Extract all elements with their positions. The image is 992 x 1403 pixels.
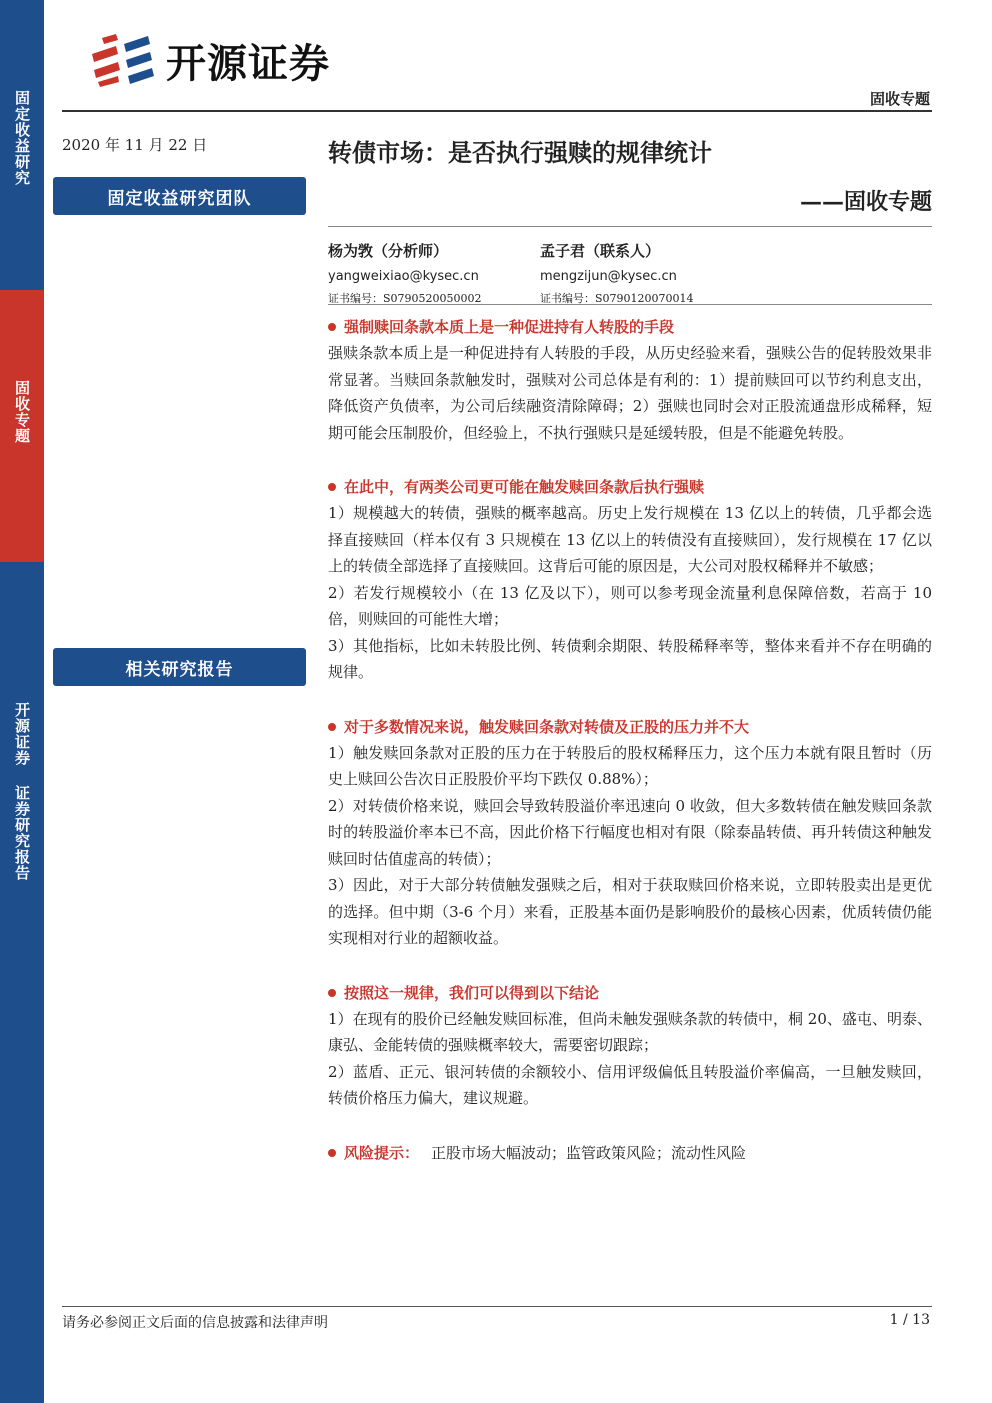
author-name: 孟子君（联系人）: [540, 242, 661, 260]
bullet-icon: [328, 323, 336, 331]
section-3: [328, 714, 932, 952]
risk-text: 正股市场大幅波动；监管政策风险；流动性风险: [431, 1143, 747, 1162]
paragraph: 1）触发赎回条款对正股的压力在于转股后的股权稀释压力，这个压力本就有限且暂时（历史上赎回公告次日正股股价平均下跌仅 0.88%）；: [328, 743, 932, 788]
section-heading: 对于多数情况来说，触发赎回条款对转债及正股的压力并不大: [328, 714, 932, 740]
author-email[interactable]: yangweixiao@kysec.cn: [328, 269, 479, 284]
author-name: 杨为敩（分析师）: [328, 242, 449, 260]
team-box: 固定收益研究团队: [53, 177, 306, 215]
paragraph: 2）若发行规模较小（在 13 亿及以下），则可以参考现金流量利息保障倍数，若高于 10 倍，则赎回的可能性大增；: [328, 583, 932, 628]
paragraph: 3）因此，对于大部分转债触发强赎之后，相对于获取赎回价格来说，立即转股卖出是更优的选择。但中期（3-6 个月）来看，正股基本面仍是影响股价的最核心因素，优质转债仍能实现相对行业的超额收益。: [328, 876, 932, 947]
author-divider: [328, 304, 932, 305]
title-divider: [328, 226, 932, 227]
section-heading: 强制赎回条款本质上是一种促进持有人转股的手段: [328, 314, 932, 340]
left-sidebar: [0, 0, 44, 1403]
company-logo: [88, 30, 330, 90]
bullet-icon: [328, 1149, 336, 1157]
report-title: 转债市场：是否执行强赎的规律统计: [328, 138, 712, 167]
main-content: [328, 314, 932, 1166]
related-reports-box: 相关研究报告: [53, 648, 306, 686]
author-cert: 证书编号：S0790520050002: [328, 292, 482, 305]
paragraph: 2）对转债价格来说，赎回会导致转股溢价率迅速向 0 收敛，但大多数转债在触发赎回条款时的转股溢价率本已不高，因此价格下行幅度也相对有限（除泰晶转债、再升转债这种触发赎回时估值虚高的转债）；: [328, 796, 932, 868]
author-cert: 证书编号：S0790120070014: [540, 292, 694, 305]
report-date: 2020 年 11 月 22 日: [62, 136, 208, 154]
bullet-icon: [328, 723, 336, 731]
risk-note: [328, 1140, 932, 1166]
section-2: [328, 474, 932, 686]
footer-disclaimer: 请务必参阅正文后面的信息披露和法律声明: [62, 1315, 328, 1331]
logo-text: 开源证券: [166, 40, 330, 87]
author-1: [328, 240, 482, 306]
page-number: 1 / 13: [889, 1312, 930, 1328]
author-email[interactable]: mengzijun@kysec.cn: [540, 269, 677, 284]
logo-mark-icon: [88, 32, 154, 88]
paragraph: 强赎条款本质上是一种促进持有人转股的手段，从历史经验来看，强赎公告的促转股效果非常显著。当赎回条款触发时，强赎对公司总体是有利的：1）提前赎回可以节约利息支出，降低资产负债率，为公司后续融资清除障碍；2）强赎也同时会对正股流通盘形成稀释，短期可能会压制股价，但经验上，不执行强赎只是延缓转股，但是不能避免转股。: [328, 344, 932, 442]
risk-label: 风险提示：: [344, 1143, 420, 1162]
bullet-icon: [328, 483, 336, 491]
paragraph: 1）规模越大的转债，强赎的概率越高。历史上发行规模在 13 亿以上的转债，几乎都会选择直接赎回（样本仅有 3 只规模在 13 亿以上的转债没有直接赎回），发行规模在 17 亿以上的转债全部选择了直接赎回。这背后可能的原因是，大公司对股权稀释并不敏感；: [328, 504, 932, 575]
bullet-icon: [328, 989, 336, 997]
sidebar-segment-topic: 固收专题: [0, 290, 44, 562]
report-subtitle: ——固收专题: [799, 189, 932, 215]
paragraph: 2）蓝盾、正元、银河转债的余额较小、信用评级偏低且转股溢价率偏高，一旦触发赎回，转债价格压力偏大，建议规避。: [328, 1062, 932, 1107]
sidebar-segment-company: 开源证券 证券研究报告: [0, 562, 44, 1403]
section-4: [328, 980, 932, 1112]
paragraph: 1）在现有的股价已经触发赎回标准，但尚未触发强赎条款的转债中，桐 20、盛屯、明泰、康弘、金能转债的强赎概率较大，需要密切跟踪；: [328, 1009, 932, 1054]
section-heading: 在此中，有两类公司更可能在触发赎回条款后执行强赎: [328, 474, 932, 500]
footer-divider: [62, 1306, 932, 1307]
sidebar-segment-fixed-income: 固定收益研究: [0, 0, 44, 290]
section-1: [328, 314, 932, 446]
header-divider: [62, 110, 932, 112]
author-2: [540, 240, 694, 306]
paragraph: 3）其他指标，比如未转股比例、转债剩余期限、转股稀释率等，整体来看并不存在明确的规律。: [328, 636, 932, 681]
section-heading: 按照这一规律，我们可以得到以下结论: [328, 980, 932, 1006]
header-tag: 固收专题: [869, 90, 930, 108]
